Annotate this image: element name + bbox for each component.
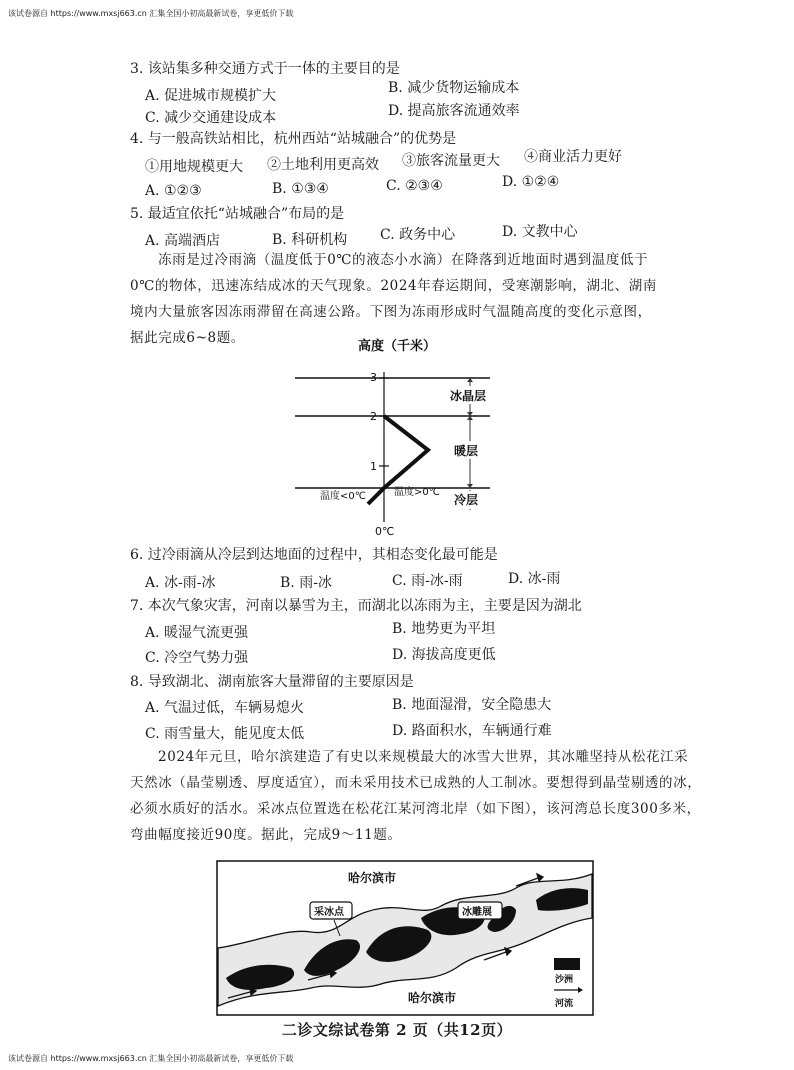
passage2-line-2: 天然冰（晶莹剔透、厚度适宜），而未采用技术已成熟的人工制冰。要想得到晶莹剔透的冰， (130, 775, 702, 791)
layer-cold: 冷层 (454, 493, 479, 507)
q3-option-a: A. 促进城市规模扩大 (145, 88, 277, 104)
q8-option-a: A. 气温过低，车辆易熄火 (145, 700, 305, 716)
q7-stem: 7. 本次气象灾害，河南以暴雪为主，而湖北以冻雨为主，主要是因为湖北 (130, 598, 582, 614)
passage2-line-1: 2024年元旦，哈尔滨建造了有史以来规模最大的冰雪大世界，其冰雕坚持从松花江采 (158, 749, 689, 765)
q3-option-b: B. 减少货物运输成本 (388, 80, 520, 96)
tick-2: 2 (370, 410, 377, 423)
freezing-rain-figure (290, 330, 505, 545)
q5-option-d: D. 文教中心 (502, 224, 578, 240)
ice-point-label: 采冰点 (314, 907, 344, 918)
q5-option-a: A. 高端酒店 (145, 233, 221, 249)
q7-option-b: B. 地势更为平坦 (392, 621, 496, 637)
q5-option-c: C. 政务中心 (380, 227, 456, 243)
q6-stem: 6. 过冷雨滴从冷层到达地面的过程中，其相态变化最可能是 (130, 547, 498, 563)
q6-option-a: A. 冰-雨-冰 (145, 575, 216, 591)
zero-degree-label: 0℃ (375, 525, 395, 538)
passage1-line-4: 据此完成6~8题。 (130, 330, 245, 346)
q4-item-3: ③旅客流量更大 (402, 153, 500, 169)
q4-item-4: ④商业活力更好 (524, 149, 622, 165)
q4-item-1: ①用地规模更大 (145, 159, 243, 175)
legend-sandbar-swatch (554, 958, 580, 970)
q8-option-d: D. 路面积水，车辆通行难 (392, 723, 552, 739)
q7-option-a: A. 暖湿气流更强 (145, 625, 249, 641)
figure1-title: 高度（千米） (358, 339, 437, 354)
layer-ice-crystal: 冰晶层 (450, 389, 487, 403)
q3-option-d: D. 提高旅客流通效率 (388, 103, 520, 119)
songhua-river-map (216, 860, 594, 1016)
q3-option-c: C. 减少交通建设成本 (145, 110, 277, 126)
passage1-line-3: 境内大量旅客因冻雨滞留在高速公路。下图为冻雨形成时气温随高度的变化示意图， (130, 304, 652, 320)
passage1-line-1: 冻雨是过冷雨滴（温度低于0℃的液态小水滴）在降落到近地面时遇到温度低于 (158, 252, 649, 268)
q8-option-c: C. 雨雪量大，能见度太低 (145, 726, 305, 742)
page-footer: 二诊文综试卷第 2 页（共12页） (281, 1021, 513, 1039)
q6-option-d: D. 冰-雨 (508, 571, 561, 587)
q8-option-b: B. 地面湿滑，安全隐患大 (392, 697, 552, 713)
ice-show-label: 冰雕展 (462, 907, 492, 918)
q4-option-a: A. ①②③ (145, 183, 202, 199)
q7-option-d: D. 海拔高度更低 (392, 647, 496, 663)
q4-option-c: C. ②③④ (386, 178, 443, 194)
q5-stem: 5. 最适宜依托“站城融合”布局的是 (130, 206, 345, 222)
q6-option-c: C. 雨-冰-雨 (392, 573, 463, 589)
passage2-line-3: 必须水质好的活水。采冰点位置选在松花江某河湾北岸（如下图），该河湾总长度300多米， (130, 801, 701, 817)
tick-3: 3 (370, 371, 377, 384)
q4-item-2: ②土地利用更高效 (267, 157, 379, 173)
temp-above-zero-label: 温度>0℃ (394, 487, 440, 498)
q8-stem: 8. 导致湖北、湖南旅客大量滞留的主要原因是 (130, 674, 414, 690)
q4-option-d: D. ①②④ (502, 174, 560, 190)
q5-option-b: B. 科研机构 (272, 232, 348, 248)
tick-1: 1 (370, 460, 377, 473)
passage2-line-4: 弯曲幅度接近90度。据此，完成9～11题。 (130, 827, 402, 843)
source-banner-bottom: 该试卷源自 https://www.mxsj663.cn 汇集全国小初高最新试卷，享更低价下载 (8, 1054, 294, 1063)
city-label-south: 哈尔滨市 (408, 991, 457, 1005)
q3-stem: 3. 该站集多种交通方式于一体的主要目的是 (130, 61, 400, 77)
q6-option-b: B. 雨-冰 (280, 575, 332, 591)
q4-option-b: B. ①③④ (272, 181, 329, 197)
layer-warm: 暖层 (454, 444, 479, 458)
passage1-line-2: 0℃的物体，迅速冻结成冰的天气现象。2024年春运期间，受寒潮影响，湖北、湖南 (130, 278, 657, 294)
temp-below-zero-label: 温度<0℃ (320, 491, 366, 502)
legend-sandbar-label: 沙洲 (555, 975, 574, 985)
city-label-north: 哈尔滨市 (348, 871, 397, 885)
legend-river-label: 河流 (555, 999, 574, 1009)
q4-stem: 4. 与一般高铁站相比，杭州西站“站城融合”的优势是 (130, 131, 457, 147)
source-banner-top: 该试卷源自 https://www.mxsj663.cn 汇集全国小初高最新试卷，享更低价下载 (8, 9, 294, 18)
q7-option-c: C. 冷空气势力强 (145, 650, 249, 666)
